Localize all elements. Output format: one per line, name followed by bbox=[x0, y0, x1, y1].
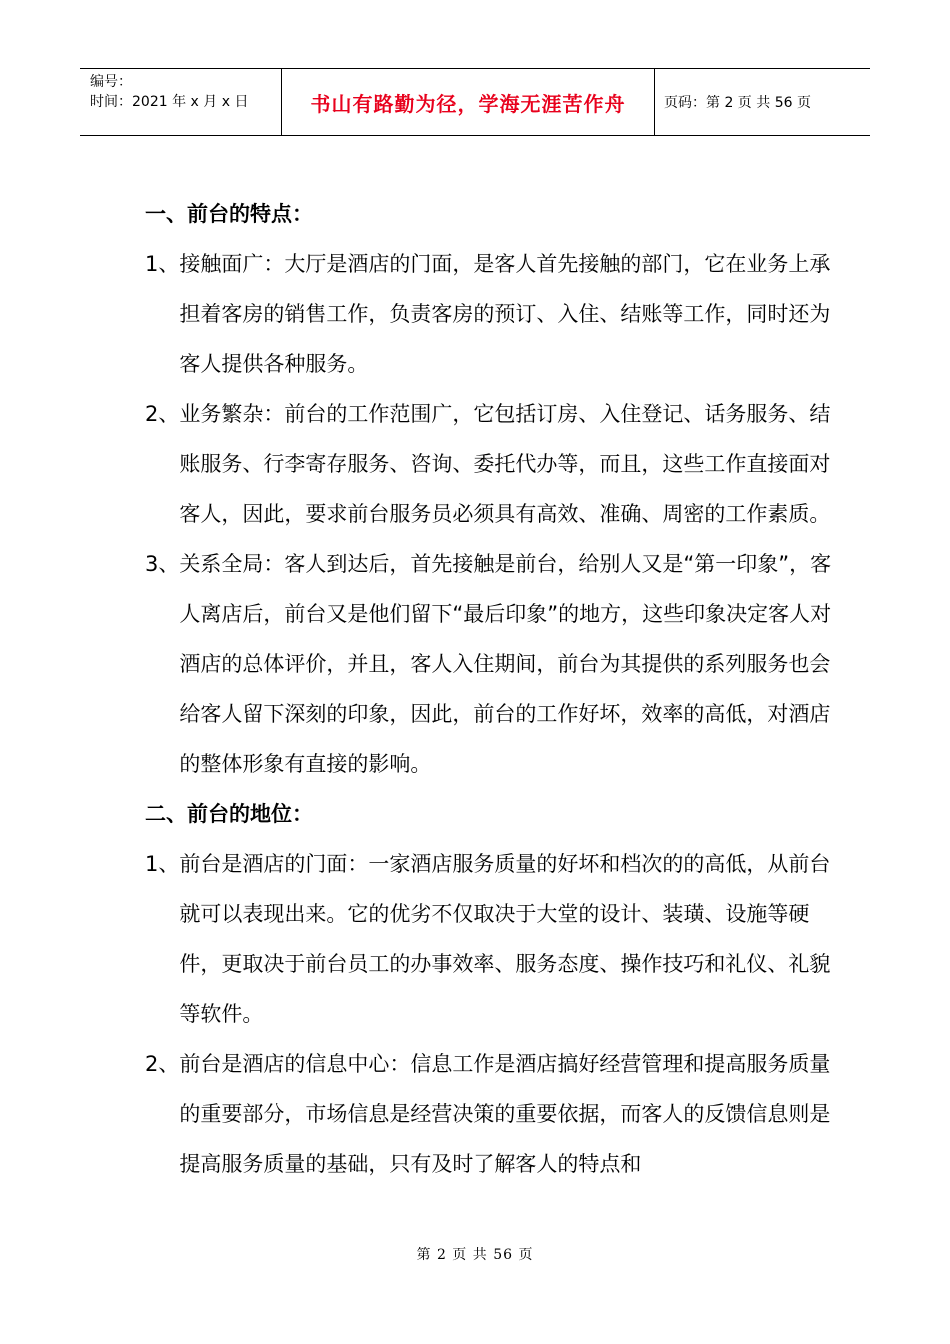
list-item bbox=[145, 839, 835, 1039]
list-item bbox=[145, 539, 835, 789]
page-footer bbox=[0, 1244, 950, 1264]
item-text: 业务繁杂：前台的工作范围广，它包括订房、入住登记、话务服务、结账服务、行李寄存服务、咨询、委托代办等，而且，这些工作直接面对客人，因此，要求前台服务员必须具有高效、准确、周密的工作素质。 bbox=[179, 402, 831, 526]
document-body bbox=[145, 189, 835, 1189]
item-text: 接触面广：大厅是酒店的门面，是客人首先接触的部门，它在业务上承担着客房的销售工作，负责客房的预订、入住、结账等工作，同时还为客人提供各种服务。 bbox=[179, 252, 831, 376]
page-info-text: 页码：第 2 页 共 56 页 bbox=[664, 95, 811, 111]
list-item bbox=[145, 239, 835, 389]
header-meta bbox=[80, 69, 282, 135]
item-number: 1、 bbox=[145, 252, 180, 276]
page-header bbox=[80, 68, 870, 136]
item-number: 2、 bbox=[145, 402, 180, 426]
list-item bbox=[145, 389, 835, 539]
section-heading: 一、前台的特点： bbox=[145, 202, 313, 226]
item-text: 前台是酒店的门面：一家酒店服务质量的好坏和档次的的高低，从前台就可以表现出来。它的优劣不仅取决于大堂的设计、装璜、设施等硬件，更取决于前台员工的办事效率、服务态度、操作技巧和礼仪、礼貌等软件。 bbox=[179, 852, 831, 1026]
item-number: 1、 bbox=[145, 852, 180, 876]
header-page-info bbox=[655, 69, 870, 135]
section-heading: 二、前台的地位： bbox=[145, 802, 313, 826]
header-motto-cell bbox=[282, 69, 655, 135]
list-item bbox=[145, 1039, 835, 1189]
header-motto: 书山有路勤为径，学海无涯苦作舟 bbox=[310, 91, 626, 116]
item-text: 前台是酒店的信息中心：信息工作是酒店搞好经营管理和提高服务质量的重要部分，市场信息是经营决策的重要依据，而客人的反馈信息则是提高服务质量的基础，只有及时了解客人的特点和 bbox=[179, 1052, 831, 1176]
item-text: 关系全局：客人到达后，首先接触是前台，给别人又是“第一印象”，客人离店后，前台又是他们留下“最后印象”的地方，这些印象决定客人对酒店的总体评价，并且，客人入住期间，前台为其提供的系列服务也会给客人留下深刻的印象，因此，前台的工作好坏，效率的高低，对酒店的整体形象有直接的影响。 bbox=[179, 552, 832, 776]
item-number: 3、 bbox=[145, 552, 180, 576]
item-number: 2、 bbox=[145, 1052, 180, 1076]
date-label: 时间：2021 年 x 月 x 日 bbox=[90, 94, 249, 110]
number-label: 编号： bbox=[90, 74, 132, 90]
footer-page-number: 第 2 页 共 56 页 bbox=[416, 1247, 534, 1263]
